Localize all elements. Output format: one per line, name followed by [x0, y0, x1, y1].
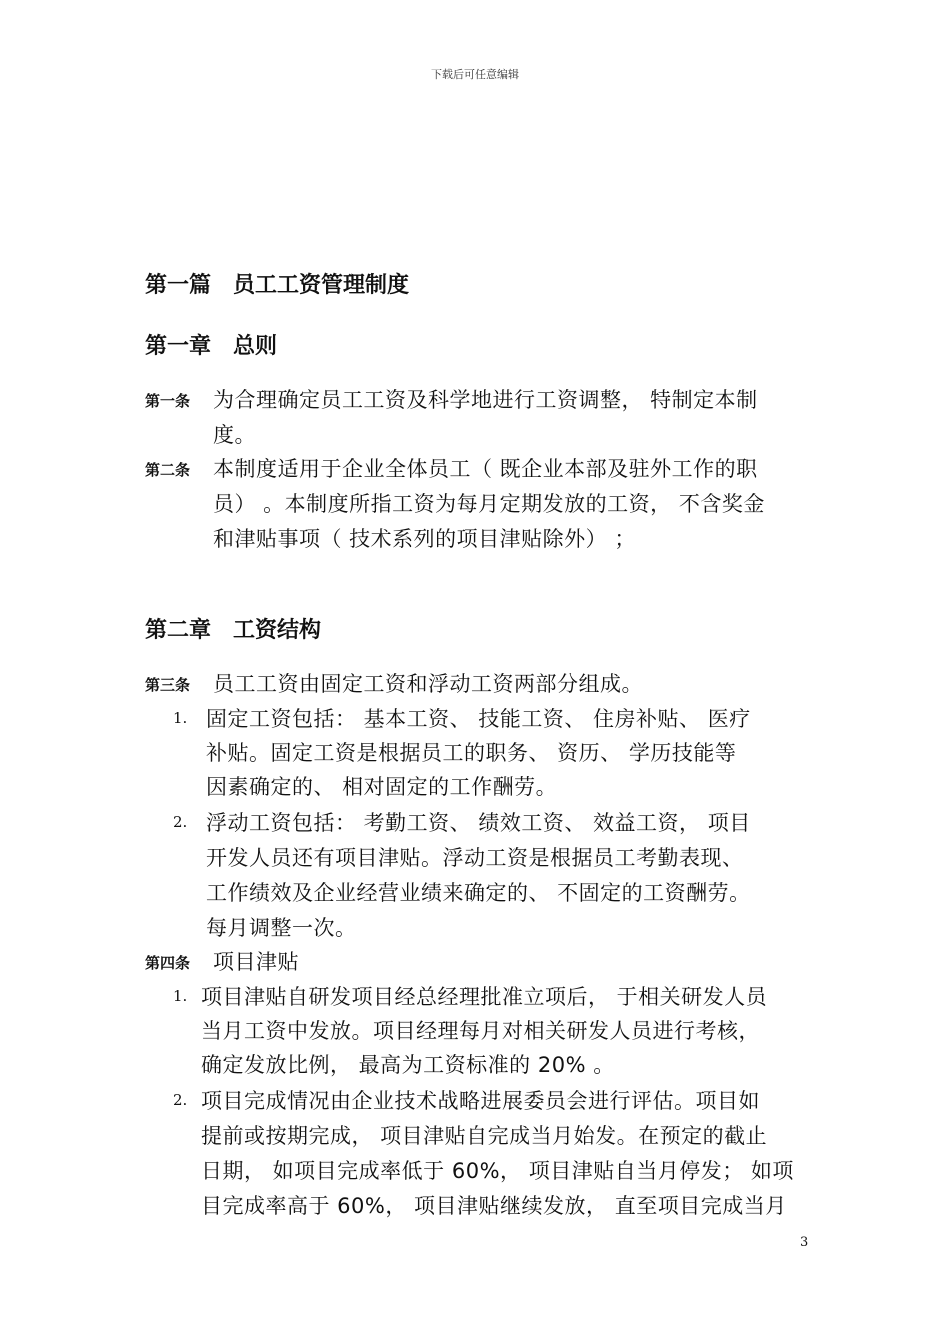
article-2-line-1: 本制度适用于企业全体员工（ 既企业本部及驻外工作的职	[213, 457, 758, 481]
chapter-1-heading	[145, 329, 277, 360]
article-3-item-2-line-4: 每月调整一次。	[206, 916, 357, 940]
article-3-item-2-line-3: 工作绩效及企业经营业绩来确定的、 不固定的工资酬劳。	[206, 881, 751, 905]
article-3-label: 第三条	[145, 676, 191, 694]
article-4-intro: 项目津贴	[213, 950, 299, 974]
article-2-label: 第二条	[145, 461, 191, 479]
article-3-item-2-line-2: 开发人员还有项目津贴。浮动工资是根据员工考勤表现、	[206, 846, 744, 870]
article-3-item-2-line-1: 浮动工资包括： 考勤工资、 绩效工资、 效益工资， 项目	[206, 811, 751, 835]
part-title	[145, 268, 409, 299]
article-4-item-2-line-1: 项目完成情况由企业技术战略进展委员会进行评估。项目如	[201, 1089, 760, 1113]
article-4-item-1-line-1: 项目津贴自研发项目经总经理批准立项后， 于相关研发人员	[201, 985, 768, 1009]
article-3-item-2-number: 2.	[173, 813, 188, 831]
part-label: 第一篇	[145, 273, 212, 298]
article-1-line-2: 度。	[213, 423, 256, 447]
article-4-item-1-number: 1.	[173, 987, 188, 1005]
article-1-label: 第一条	[145, 392, 191, 410]
download-watermark: 下载后可任意编辑	[431, 68, 519, 81]
chapter-2-title: 工资结构	[233, 618, 322, 643]
article-4-item-2-line-2: 提前或按期完成， 项目津贴自完成当月始发。在预定的截止	[201, 1124, 768, 1148]
page-number: 3	[800, 1235, 809, 1250]
article-2-line-2: 员） 。本制度所指工资为每月定期发放的工资， 不含奖金	[213, 492, 765, 516]
article-1-line-1: 为合理确定员工工资及科学地进行工资调整， 特制定本制	[213, 388, 758, 412]
article-3-item-1-line-2: 补贴。固定工资是根据员工的职务、 资历、 学历技能等	[206, 741, 737, 765]
article-3-item-1-line-3: 因素确定的、 相对固定的工作酬劳。	[206, 775, 558, 799]
article-4-item-2-line-3: 日期， 如项目完成率低于 60%， 项目津贴自当月停发； 如项	[201, 1159, 794, 1183]
chapter-2-heading	[145, 613, 321, 644]
article-4-label: 第四条	[145, 954, 191, 972]
chapter-1-title: 总则	[233, 334, 278, 359]
part-title-text: 员工工资管理制度	[233, 273, 410, 298]
article-4-item-1-line-2: 当月工资中发放。项目经理每月对相关研发人员进行考核，	[201, 1019, 760, 1043]
article-4-item-2-number: 2.	[173, 1091, 188, 1109]
article-3-item-1-line-1: 固定工资包括： 基本工资、 技能工资、 住房补贴、 医疗	[206, 707, 751, 731]
article-2-line-3: 和津贴事项（ 技术系列的项目津贴除外） ；	[213, 527, 636, 551]
chapter-2-label: 第二章	[145, 618, 212, 643]
chapter-1-label: 第一章	[145, 334, 212, 359]
article-4-item-2-line-4: 目完成率高于 60%， 项目津贴继续发放， 直至项目完成当月	[201, 1194, 787, 1218]
article-3-intro: 员工工资由固定工资和浮动工资两部分组成。	[213, 672, 643, 696]
article-3-item-1-number: 1.	[173, 709, 188, 727]
article-4-item-1-line-3: 确定发放比例， 最高为工资标准的 20% 。	[201, 1053, 615, 1077]
